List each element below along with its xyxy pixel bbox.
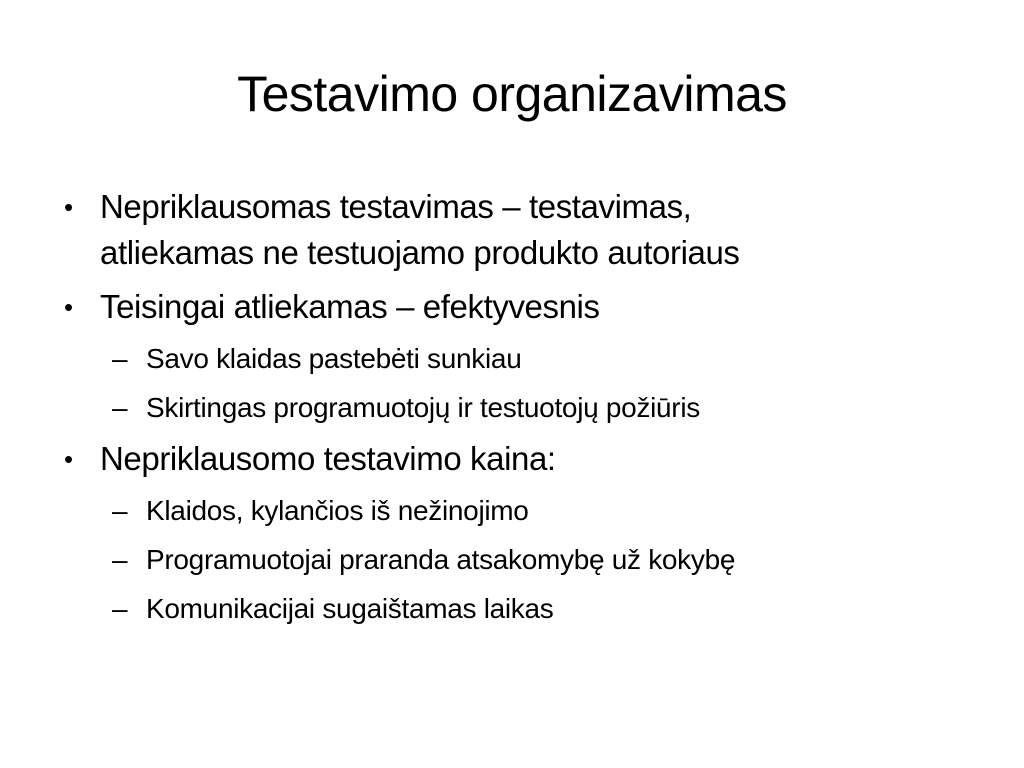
- bullet-text-line: atliekamas ne testuojamo produkto autoriaus: [100, 234, 740, 271]
- bullet-text-line: Nepriklausomo testavimo kaina:: [100, 440, 556, 477]
- sub-bullet-item-responsibility: [60, 540, 980, 580]
- sub-bullet-text: Komunikacijai sugaištamas laikas: [146, 593, 554, 624]
- bullet-text-line: Teisingai atliekamas – efektyvesnis: [100, 288, 600, 325]
- slide-title: Testavimo organizavimas: [237, 66, 787, 122]
- bullet-marker: •: [64, 192, 73, 222]
- sub-bullet-marker: –: [112, 343, 128, 374]
- sub-bullet-text: Klaidos, kylančios iš nežinojimo: [146, 495, 529, 526]
- sub-bullet-text: Skirtingas programuotojų ir testuotojų požiūris: [146, 392, 700, 423]
- sub-bullet-item-communication: [60, 589, 980, 629]
- sub-bullet-item-different-views: [60, 388, 980, 428]
- bullet-marker: •: [64, 292, 73, 322]
- sub-bullet-text: Savo klaidas pastebėti sunkiau: [146, 343, 522, 374]
- sub-bullet-marker: –: [112, 593, 128, 624]
- sub-bullet-marker: –: [112, 544, 128, 575]
- sub-bullet-text: Programuotojai praranda atsakomybę už kokybę: [146, 544, 736, 575]
- bullet-text-line: Nepriklausomas testavimas – testavimas,: [100, 188, 692, 225]
- bullet-item-independent-testing: [60, 184, 980, 276]
- bullet-item-cost: [60, 436, 980, 482]
- bullet-list: [60, 184, 980, 629]
- sub-bullet-item-own-errors: [60, 339, 980, 379]
- bullet-marker: •: [64, 444, 73, 474]
- sub-bullet-marker: –: [112, 495, 128, 526]
- bullet-item-correctly-performed: [60, 284, 980, 330]
- sub-bullet-marker: –: [112, 392, 128, 423]
- sub-bullet-item-ignorance-errors: [60, 491, 980, 531]
